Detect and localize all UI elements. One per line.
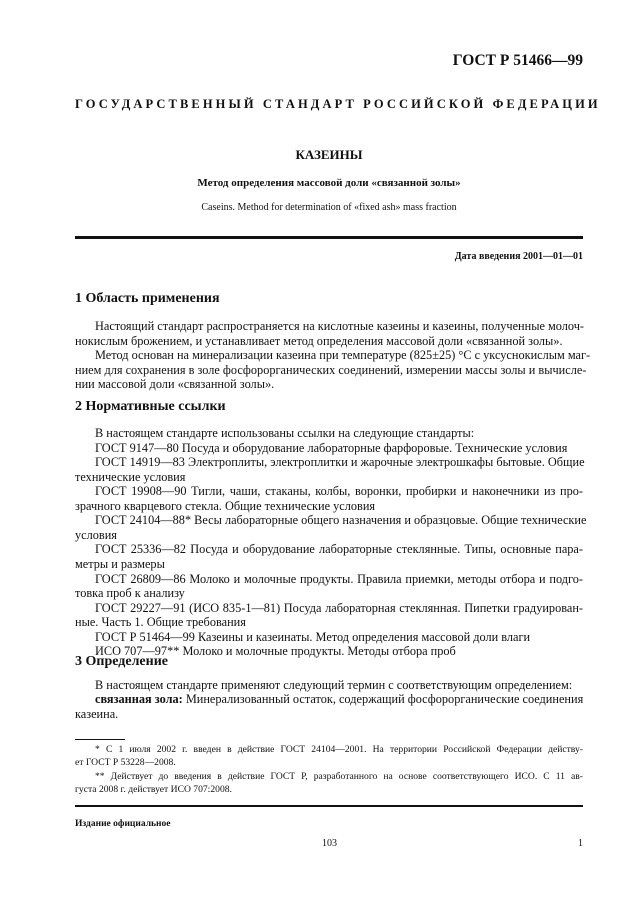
footer-rule xyxy=(75,805,583,807)
term: связанная зола: xyxy=(95,692,183,706)
definition-end: казеина. xyxy=(75,707,119,721)
paragraph-line: нокислым брожением, и устанавливает метод определения массовой доли «связанной золы». xyxy=(75,333,563,348)
reference-line: ГОСТ 19908—90 Тигли, чаши, стаканы, колбы, воронки, пробирки и наконечники из про- xyxy=(95,484,583,499)
reference-line: ИСО 707—97** Молоко и молочные продукты. Методы отбора проб xyxy=(95,644,456,659)
reference-line: ГОСТ Р 51464—99 Казеины и казеинаты. Метод определения массовой доли влаги xyxy=(95,629,531,644)
definition-line xyxy=(95,692,583,706)
section-3-heading: 3 Определение xyxy=(75,654,168,669)
reference-line: ГОСТ 24104—88* Весы лабораторные общего назначения и образцовые. Общие технические xyxy=(95,513,587,528)
footnote-line: ет ГОСТ Р 53228—2008. xyxy=(75,757,176,769)
official-edition-label: Издание официальное xyxy=(75,819,171,829)
standard-code: ГОСТ Р 51466—99 xyxy=(452,52,583,69)
reference-line: ГОСТ 29227—91 (ИСО 835-1—81) Посуда лабораторная стеклянная. Пипетки градуирован- xyxy=(95,600,583,615)
section-2-heading: 2 Нормативные ссылки xyxy=(75,399,226,414)
reference-line: ГОСТ 9147—80 Посуда и оборудование лабораторные фарфоровые. Технические условия xyxy=(95,440,568,455)
paragraph-line: Настоящий стандарт распространяется на кислотные казеины и казеины, полученные молоч- xyxy=(95,319,585,333)
paragraph-line: нием для сохранения в золе фосфорорганических соединений, измерении массы золы и вычисле- xyxy=(75,362,587,377)
reference-line: условия xyxy=(75,527,117,542)
state-standard-heading: ГОСУДАРСТВЕННЫЙ СТАНДАРТ РОССИЙСКОЙ ФЕДЕРАЦИИ xyxy=(75,97,601,111)
reference-line: ГОСТ 14919—83 Электроплиты, электроплитки и жарочные электрошкафы бытовые. Общие xyxy=(95,455,585,470)
footnote-rule xyxy=(75,739,125,740)
page-number: 103 xyxy=(322,838,337,849)
sheet-number: 1 xyxy=(578,838,583,849)
reference-line: ные. Часть 1. Общие требования xyxy=(75,615,246,630)
reference-line: зрачного кварцевого стекла. Общие технические условия xyxy=(75,498,376,513)
paragraph-line: Метод основан на минерализации казеина при температуре (825±25) °С с уксуснокислым маг- xyxy=(95,348,591,363)
reference-line: В настоящем стандарте использованы ссылки на следующие стандарты: xyxy=(95,426,475,440)
definition-text: Минерализованный остаток, содержащий фосфорорганические соединения xyxy=(185,692,584,706)
footnote-line: * С 1 июля 2002 г. введен в действие ГОСТ 24104—2001. На территории Российской Федерации действу- xyxy=(95,744,583,755)
header-rule xyxy=(75,236,583,239)
effective-date: Дата введения 2001—01—01 xyxy=(454,251,583,262)
definition-intro: В настоящем стандарте применяют следующий термин с соответствующим определением: xyxy=(95,678,573,692)
reference-line: технические условия xyxy=(75,469,186,484)
english-title: Caseins. Method for determination of «fixed ash» mass fraction xyxy=(201,202,457,213)
document-subtitle: Метод определения массовой доли «связанной золы» xyxy=(197,177,461,189)
footnote-line: густа 2008 г. действует ИСО 707:2008. xyxy=(75,784,232,796)
footnote-line: ** Действует до введения в действие ГОСТ Р, разработанного на основе соответствующего ИСО. С 11 ав- xyxy=(95,770,583,782)
reference-line: метры и размеры xyxy=(75,556,165,571)
document-title: КАЗЕИНЫ xyxy=(295,147,363,162)
reference-line: товка проб к анализу xyxy=(75,586,185,601)
reference-line: ГОСТ 25336—82 Посуда и оборудование лабораторные стеклянные. Типы, основные пара- xyxy=(95,542,583,557)
paragraph-line: нии массовой доли «связанной золы». xyxy=(75,377,275,392)
section-1-heading: 1 Область применения xyxy=(75,291,220,306)
reference-line: ГОСТ 26809—86 Молоко и молочные продукты. Правила приемки, методы отбора и подго- xyxy=(95,571,583,586)
